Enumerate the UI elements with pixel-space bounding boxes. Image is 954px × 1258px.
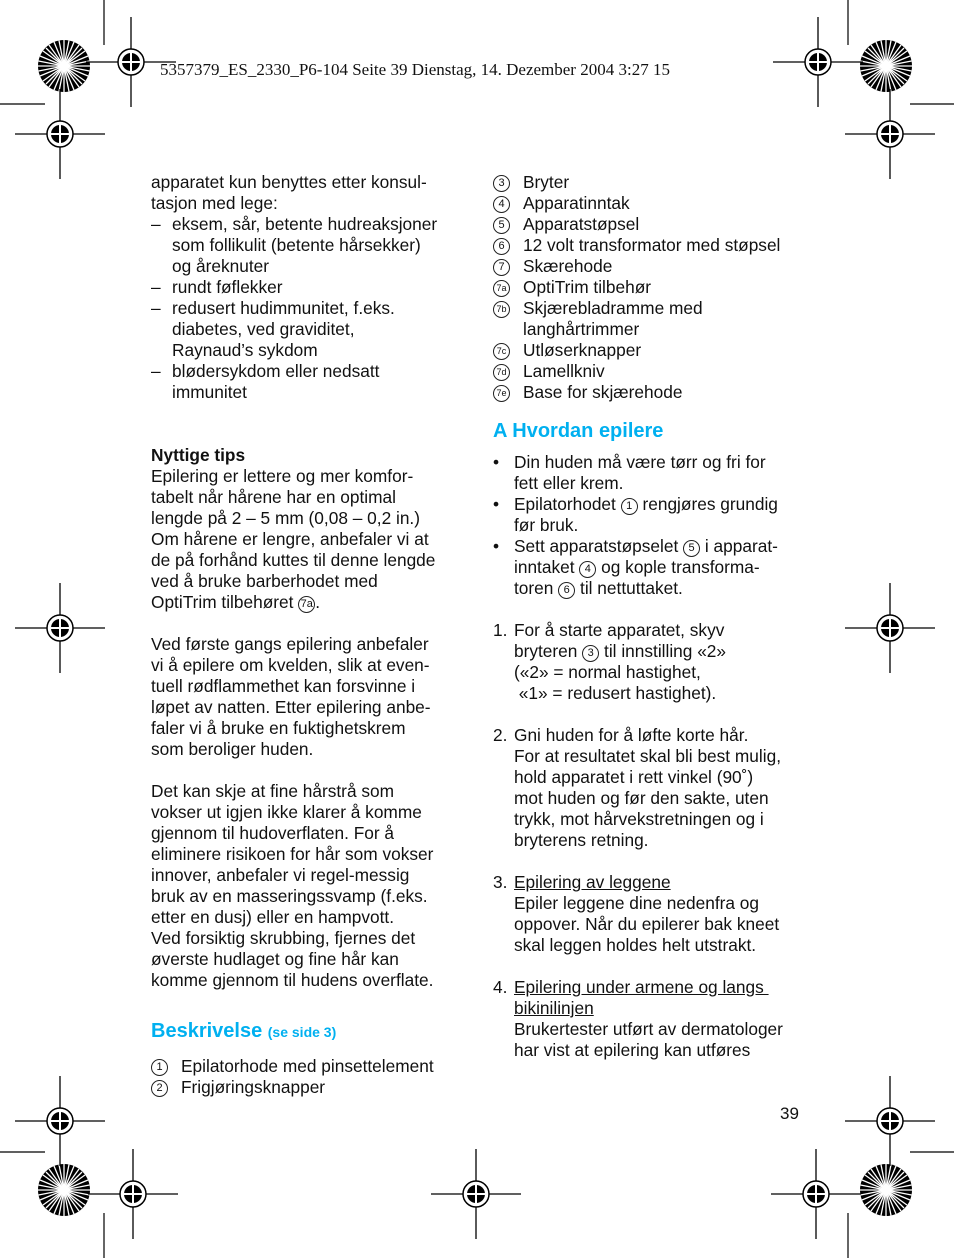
step-3: 3. Epilering av leggene Epiler leggene dine nedenfra og oppover. Når du epilerer bak kneet skal leggen holdes helt utstrakt. [493,872,780,955]
intro-line: apparatet kun benyttes etter konsul- [151,172,427,192]
print-header: 5357379_ES_2330_P6-104 Seite 39 Dienstag, 14. Dezember 2004 3:27 15 [160,60,670,79]
list-item: – blødersykdom eller nedsatt immunitet [151,361,380,402]
page-number: 39 [780,1104,799,1123]
part-item: 7b Skjærebladramme med [493,298,813,319]
step-2: 2. Gni huden for å løfte korte hår. For at resultatet skal bli best mulig, hold apparatet i rett vinkel (90˚) mot huden og før den sakte, uten trykk, mot hårvekstretningen og i bryterens retning. [493,725,782,850]
step-4: 4. Epilering under armene og langs bikinilinjen Brukertester utført av dermatologer har vist at epilering kan utføres [493,977,783,1060]
part-item: 1 Epilatorhode med pinsettelement [151,1056,466,1077]
part-item: 7 Skærehode [493,256,813,277]
list-item: – eksem, sår, betente hudreaksjoner som follikulit (betente hårsekker) og åreknuter [151,214,438,276]
list-item: – rundt føflekker [151,277,283,297]
tips-paragraph-2: Ved første gangs epilering anbefaler vi å epilere om kvelden, slik at even- tuell rødflammethet kan forsvinne i løpet av natten. Etter epilering anbe- faler vi å bruke en fuktighetskrem som beroliger huden. [151,634,431,759]
bullet-item: • Sett apparatstøpselet 5 i apparat- inntaket 4 og kople transforma- toren 6 til nettuttaket. [493,536,778,598]
tips-title: Nyttige tips [151,445,246,465]
tips-paragraph-3: Det kan skje at fine hårstrå som vokser ut igjen ikke klarer å komme gjennom til hudoverflaten. For å eliminere risikoen for hår som vokser innover, anbefaler vi regel-messig bruk av en masseringssvamp (f.eks. etter en dusj) eller en hampvott. Ved forsiktig skrubbing, fjernes det øverste hudlaget og fine hår kan komme gjennom til hudens overflate. [151,781,434,990]
section-title-beskrivelse: Beskrivelse (se side 3) [151,1020,337,1042]
part-item: 7c Utløserknapper [493,340,813,361]
tips-paragraph-1: Epilering er lettere og mer komfor- tabelt når hårene har en optimal lengde på 2 – 5 mm (0,08 – 0,2 in.) Om hårene er lengre, anbefaler vi at de på forhånd kuttes til denne lengde ved å bruke barberhodet med OptiTrim tilbehøret 7a . [151,466,436,612]
ref-marker: 7a [298,596,315,613]
part-item: 4 Apparatinntak [493,193,813,214]
bullet-item: • Epilatorhodet 1 rengjøres grundig før bruk. [493,494,778,535]
part-item: 7e Base for skjærehode [493,382,813,403]
part-item: 7a OptiTrim tilbehør [493,277,813,298]
part-item: 7d Lamellkniv [493,361,813,382]
part-item: 2 Frigjøringsknapper [151,1077,466,1098]
step-1: 1. For å starte apparatet, skyv bryteren 3 til innstilling «2» («2» = normal hastighet, «1» = redusert hastighet). [493,620,727,703]
part-item: langhårtrimmer [523,319,640,339]
section-title-hvordan-epilere: A Hvordan epilere [493,420,664,442]
left-column [151,172,466,1098]
bullet-item: • Din huden må være tørr og fri for fett eller krem. [493,452,766,493]
list-item: – redusert hudimmunitet, f.eks. diabetes, ved graviditet, Raynaud’s sykdom [151,298,395,360]
part-item: 5 Apparatstøpsel [493,214,813,235]
part-item: 3 Bryter [493,172,813,193]
part-item: 6 12 volt transformator med støpsel [493,235,813,256]
intro-line: tasjon med lege: [151,193,278,213]
right-column [493,172,813,1061]
